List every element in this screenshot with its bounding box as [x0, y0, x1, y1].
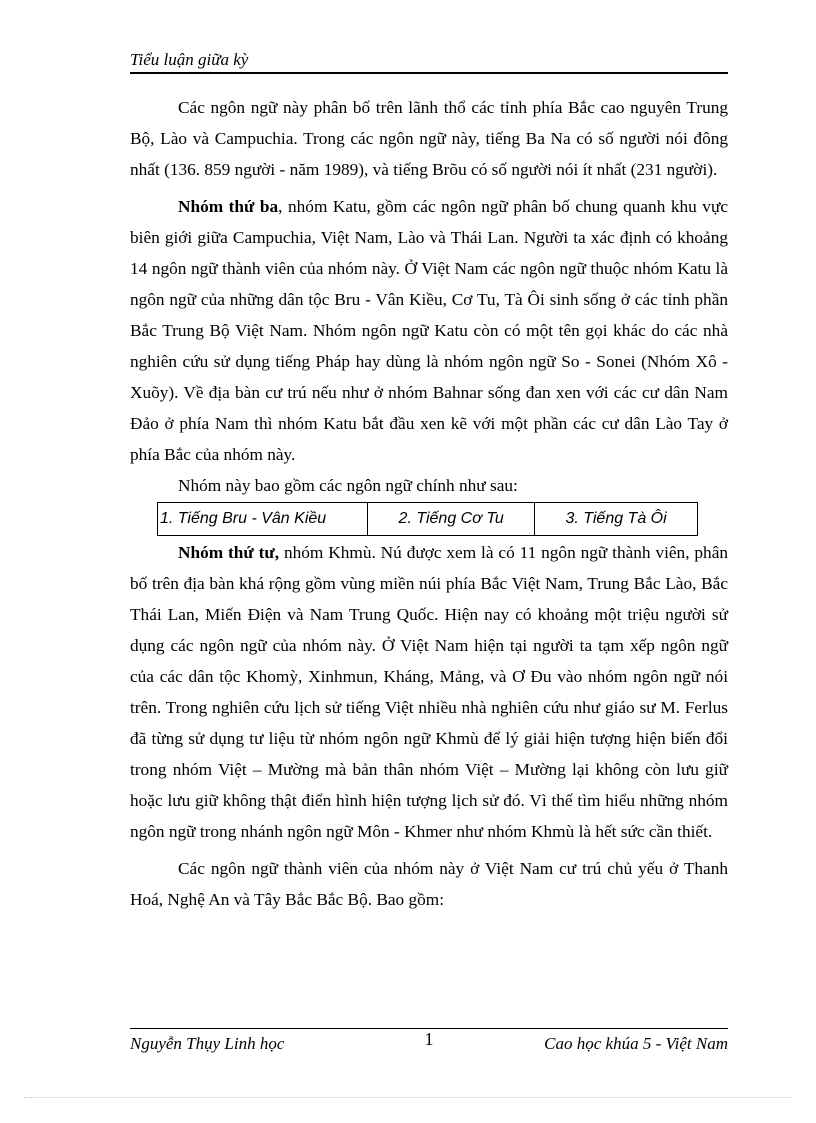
table-cell: 2. Tiếng Cơ Tu	[368, 503, 535, 536]
document-body	[130, 92, 728, 915]
paragraph-bold-lead: Nhóm thứ tư,	[178, 543, 280, 562]
page-number: 1	[424, 1029, 434, 1049]
header-title: Tiểu luận giữa kỳ	[130, 50, 249, 69]
paragraph	[130, 537, 728, 847]
table-row	[158, 503, 698, 536]
footer-course: Cao học khúa 5 - Việt Nam	[544, 1034, 728, 1053]
paragraph-text: , nhóm Katu, gồm các ngôn ngữ phân bố chung quanh khu vực biên giới giữa Campuchia, Việt Nam, Lào và Thái Lan. Người ta xác định có khoảng 14 ngôn ngữ thành viên của nhóm này. Ở Việt Nam các ngôn ngữ thuộc nhóm Katu là ngôn ngữ của những dân tộc Bru - Vân Kiều, Cơ Tu, Tà Ôi sinh sống ở các tỉnh phần Bắc Trung Bộ Việt Nam. Nhóm ngôn ngữ Katu còn có một tên gọi khác do các nhà nghiên cứu sử dụng tiếng Pháp hay dùng là nhóm ngôn ngữ So - Sonei (Nhóm Xô - Xuõy). Về địa bàn cư trú nếu như ở nhóm Bahnar sống đan xen với các cư dân Nam Đảo ở phía Nam thì nhóm Katu bắt đầu xen kẽ với một phần các cư dân Lào Tay ở phía Bắc của nhóm này.	[130, 197, 728, 464]
paragraph	[130, 191, 728, 470]
table-cell: 1. Tiếng Bru - Vân Kiều	[158, 503, 368, 536]
paragraph: Các ngôn ngữ thành viên của nhóm này ở Việt Nam cư trú chủ yếu ở Thanh Hoá, Nghệ An và Tây Bắc Bắc Bộ. Bao gồm:	[130, 859, 728, 909]
languages-table	[157, 502, 698, 536]
page-footer	[130, 1029, 728, 1083]
paragraph: Nhóm này bao gồm các ngôn ngữ chính như sau:	[178, 476, 518, 495]
paragraph: Các ngôn ngữ này phân bố trên lãnh thổ các tỉnh phía Bắc cao nguyên Trung Bộ, Lào và Campuchia. Trong các ngôn ngữ này, tiếng Ba Na có số người nói đông nhất (136. 859 người - năm 1989), và tiếng Brõu có số người nói ít nhất (231 người).	[130, 98, 728, 179]
table-cell: 3. Tiếng Tà Ôi	[535, 503, 698, 536]
page-header	[130, 50, 728, 74]
paragraph-bold-lead: Nhóm thứ ba	[178, 197, 279, 216]
footer-author: Nguyễn Thụy Linh học	[130, 1034, 285, 1053]
paragraph-text: nhóm Khmù. Nú được xem là có 11 ngôn ngữ thành viên, phân bố trên địa bàn khá rộng gồm vùng miền núi phía Bắc Việt Nam, Trung Bắc Lào, Bắc Thái Lan, Miến Điện và Nam Trung Quốc. Hiện nay có khoảng một triệu người sử dụng các ngôn ngữ của nhóm này. Ở Việt Nam hiện tại người ta tạm xếp ngôn ngữ của các dân tộc Khomỳ, Xinhmun, Kháng, Mảng, và Ơ Đu vào nhóm ngôn ngữ nói trên. Trong nghiên cứu lịch sử tiếng Việt nhiều nhà nghiên cứu như giáo sư M. Ferlus đã từng sử dụng tư liệu từ nhóm ngôn ngữ Khmù để lý giải hiện tượng hiện biến đổi trong nhóm Việt – Mường mà bản thân nhóm Việt – Mường lại không còn lưu giữ hoặc lưu giữ không thật điển hình hiện tượng lịch sử đó. Vì thế tìm hiểu những nhóm ngôn ngữ trong nhánh ngôn ngữ Môn - Khmer như nhóm Khmù là hết sức cần thiết.	[130, 543, 729, 841]
page-edge-divider	[24, 1097, 792, 1098]
